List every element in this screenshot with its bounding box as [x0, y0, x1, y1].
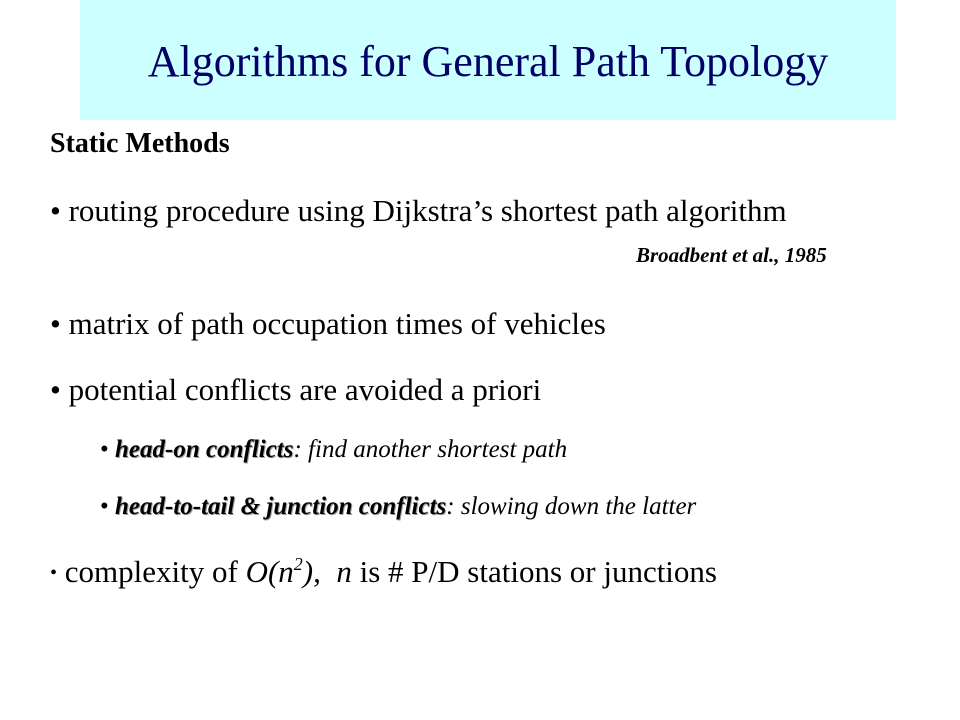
bullet-matrix [50, 306, 606, 342]
bullet-dot: • [50, 306, 61, 341]
bullet-text: matrix of path occupation times of vehicles [68, 306, 606, 341]
complexity-big-o-close: ), [302, 554, 321, 589]
bullet-dijkstra [50, 193, 787, 229]
bullet-dot: • [50, 193, 61, 228]
sub-bullet-head-to-tail [100, 492, 696, 522]
complexity-variable: n [336, 554, 352, 589]
complexity-suffix: is # P/D stations or junctions [351, 554, 717, 589]
complexity-prefix: complexity of [64, 554, 246, 589]
section-heading: Static Methods [50, 128, 230, 159]
bullet-complexity [50, 554, 717, 591]
bullet-dot: • [50, 562, 58, 584]
sub-bullet-term: head-on conflicts [115, 436, 294, 463]
sub-bullet-term: head-to-tail & junction conflicts [115, 493, 447, 520]
bullet-text: potential conflicts are avoided a priori [68, 372, 542, 407]
sub-bullet-dot: • [100, 436, 109, 463]
bullet-dot: • [50, 372, 61, 407]
complexity-exponent: 2 [293, 554, 303, 574]
sub-bullet-dot: • [100, 493, 109, 520]
bullet-conflicts [50, 372, 541, 408]
citation: Broadbent et al., 1985 [636, 243, 827, 267]
bullet-text: routing procedure using Dijkstra’s shortest path algorithm [68, 193, 787, 228]
complexity-big-o: O(n [245, 554, 294, 589]
sub-bullet-head-on [100, 435, 567, 465]
sub-bullet-text: : find another shortest path [293, 436, 568, 463]
slide-title: Algorithms for General Path Topology [147, 37, 829, 86]
sub-bullet-text: : slowing down the latter [446, 493, 697, 520]
